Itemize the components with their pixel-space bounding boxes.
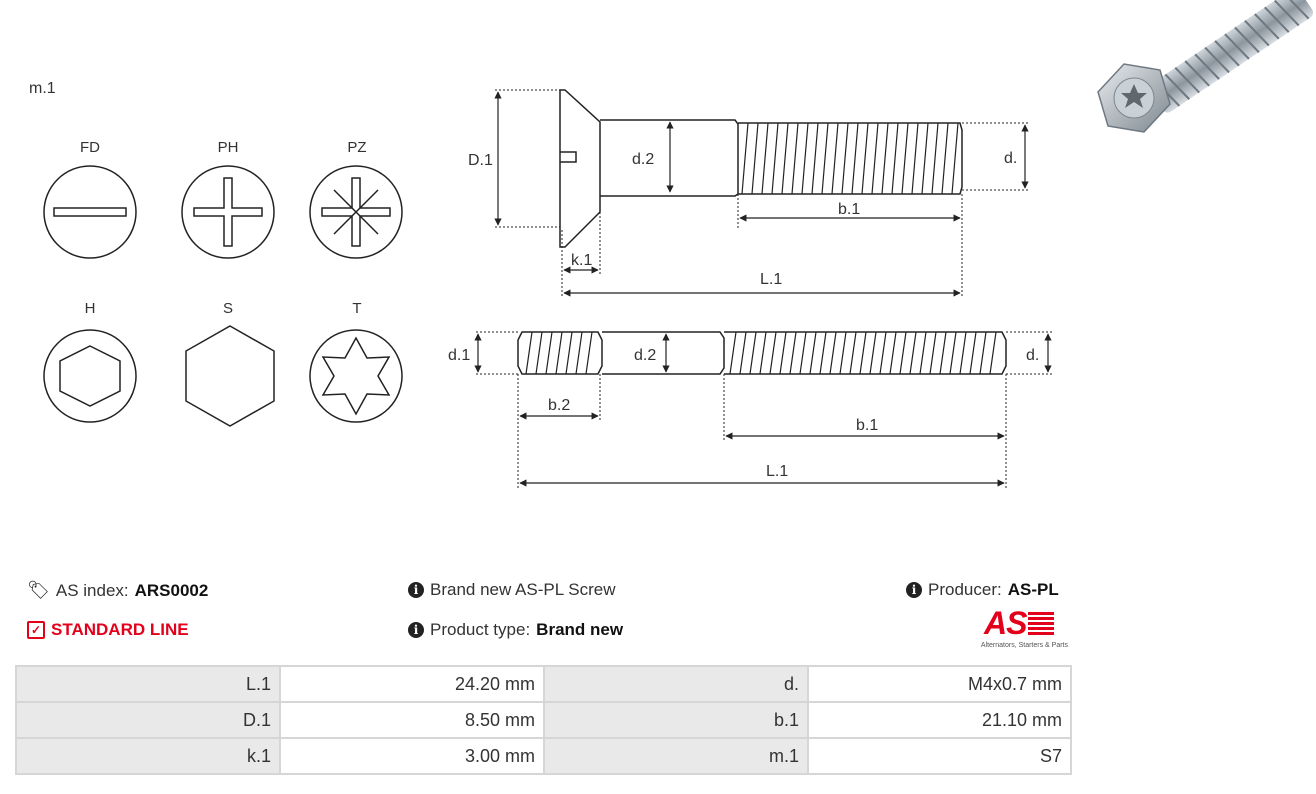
brand-text: Brand new AS-PL Screw xyxy=(430,580,616,599)
as-index-row xyxy=(27,580,208,601)
product-type-label: Product type: xyxy=(430,620,531,639)
as-index-value: ARS0002 xyxy=(134,580,209,600)
dim-label-L1-top: L.1 xyxy=(760,271,783,288)
info-icon: i xyxy=(408,622,424,638)
stud-screw-drawing xyxy=(518,332,1006,374)
table-row xyxy=(16,738,1071,774)
spec-label: k.1 xyxy=(16,738,280,774)
info-icon: i xyxy=(906,582,922,598)
spec-label: d. xyxy=(544,666,808,702)
check-square-icon: ✓ xyxy=(27,621,45,639)
brand-row xyxy=(408,580,616,600)
head-types-diagram xyxy=(0,0,420,440)
spec-value: 21.10 mm xyxy=(808,702,1071,738)
m1-label: m.1 xyxy=(29,80,56,97)
spec-label: L.1 xyxy=(16,666,280,702)
dim-label-L1-bottom: L.1 xyxy=(766,463,789,480)
standard-line-row xyxy=(27,620,189,640)
spec-value: S7 xyxy=(808,738,1071,774)
head-label-pz: PZ xyxy=(347,139,367,156)
head-label-t: T xyxy=(352,300,362,317)
spec-value: 24.20 mm xyxy=(280,666,544,702)
slotted-head-icon xyxy=(44,166,136,258)
logo-text: AS xyxy=(984,605,1027,641)
product-type-value: Brand new xyxy=(536,620,624,639)
producer-value: AS-PL xyxy=(1007,580,1059,599)
dim-label-k1: k.1 xyxy=(571,252,593,269)
spec-label: D.1 xyxy=(16,702,280,738)
phillips-head-icon xyxy=(182,166,274,258)
as-pl-logo xyxy=(964,606,1068,652)
tags-icon: 🏷 xyxy=(27,580,50,600)
info-icon: i xyxy=(408,582,424,598)
screw-product-photo xyxy=(1080,0,1316,160)
dim-label-b1-bottom: b.1 xyxy=(856,417,879,434)
producer-label: Producer: xyxy=(928,580,1002,599)
head-label-s: S xyxy=(222,300,233,317)
dim-label-d1: d.1 xyxy=(448,347,471,364)
product-type-row xyxy=(408,620,623,640)
table-row xyxy=(16,702,1071,738)
countersunk-screw-drawing xyxy=(560,90,962,247)
spec-value: 3.00 mm xyxy=(280,738,544,774)
pozidriv-head-icon xyxy=(310,166,402,258)
spec-table xyxy=(15,665,1072,775)
as-index-label: AS index: xyxy=(55,580,129,600)
dim-label-d2-top: d.2 xyxy=(632,151,655,168)
dim-label-d2-bottom: d.2 xyxy=(634,347,657,364)
hex-socket-head-icon xyxy=(44,330,136,422)
dim-label-b2: b.2 xyxy=(548,397,571,414)
spec-label: b.1 xyxy=(544,702,808,738)
logo-tagline: Alternators, Starters & Parts xyxy=(980,642,1068,649)
standard-line-label: STANDARD LINE xyxy=(51,620,189,639)
torx-head-icon xyxy=(310,330,402,422)
dim-label-D1: D.1 xyxy=(468,152,493,169)
dim-label-d-bottom: d. xyxy=(1026,347,1040,364)
spec-value: 8.50 mm xyxy=(280,702,544,738)
screw-dimension-diagram xyxy=(440,70,1080,500)
dim-label-d-top: d. xyxy=(1004,150,1018,167)
spec-value: M4x0.7 mm xyxy=(808,666,1071,702)
head-label-ph: PH xyxy=(217,139,239,156)
producer-row xyxy=(906,580,1059,600)
dim-label-b1-top: b.1 xyxy=(838,201,861,218)
table-row xyxy=(16,666,1071,702)
spec-label: m.1 xyxy=(544,738,808,774)
logo-stripes xyxy=(1028,612,1054,636)
head-label-fd: FD xyxy=(80,139,100,156)
external-hex-head-icon xyxy=(186,326,274,426)
head-label-h: H xyxy=(84,300,96,317)
